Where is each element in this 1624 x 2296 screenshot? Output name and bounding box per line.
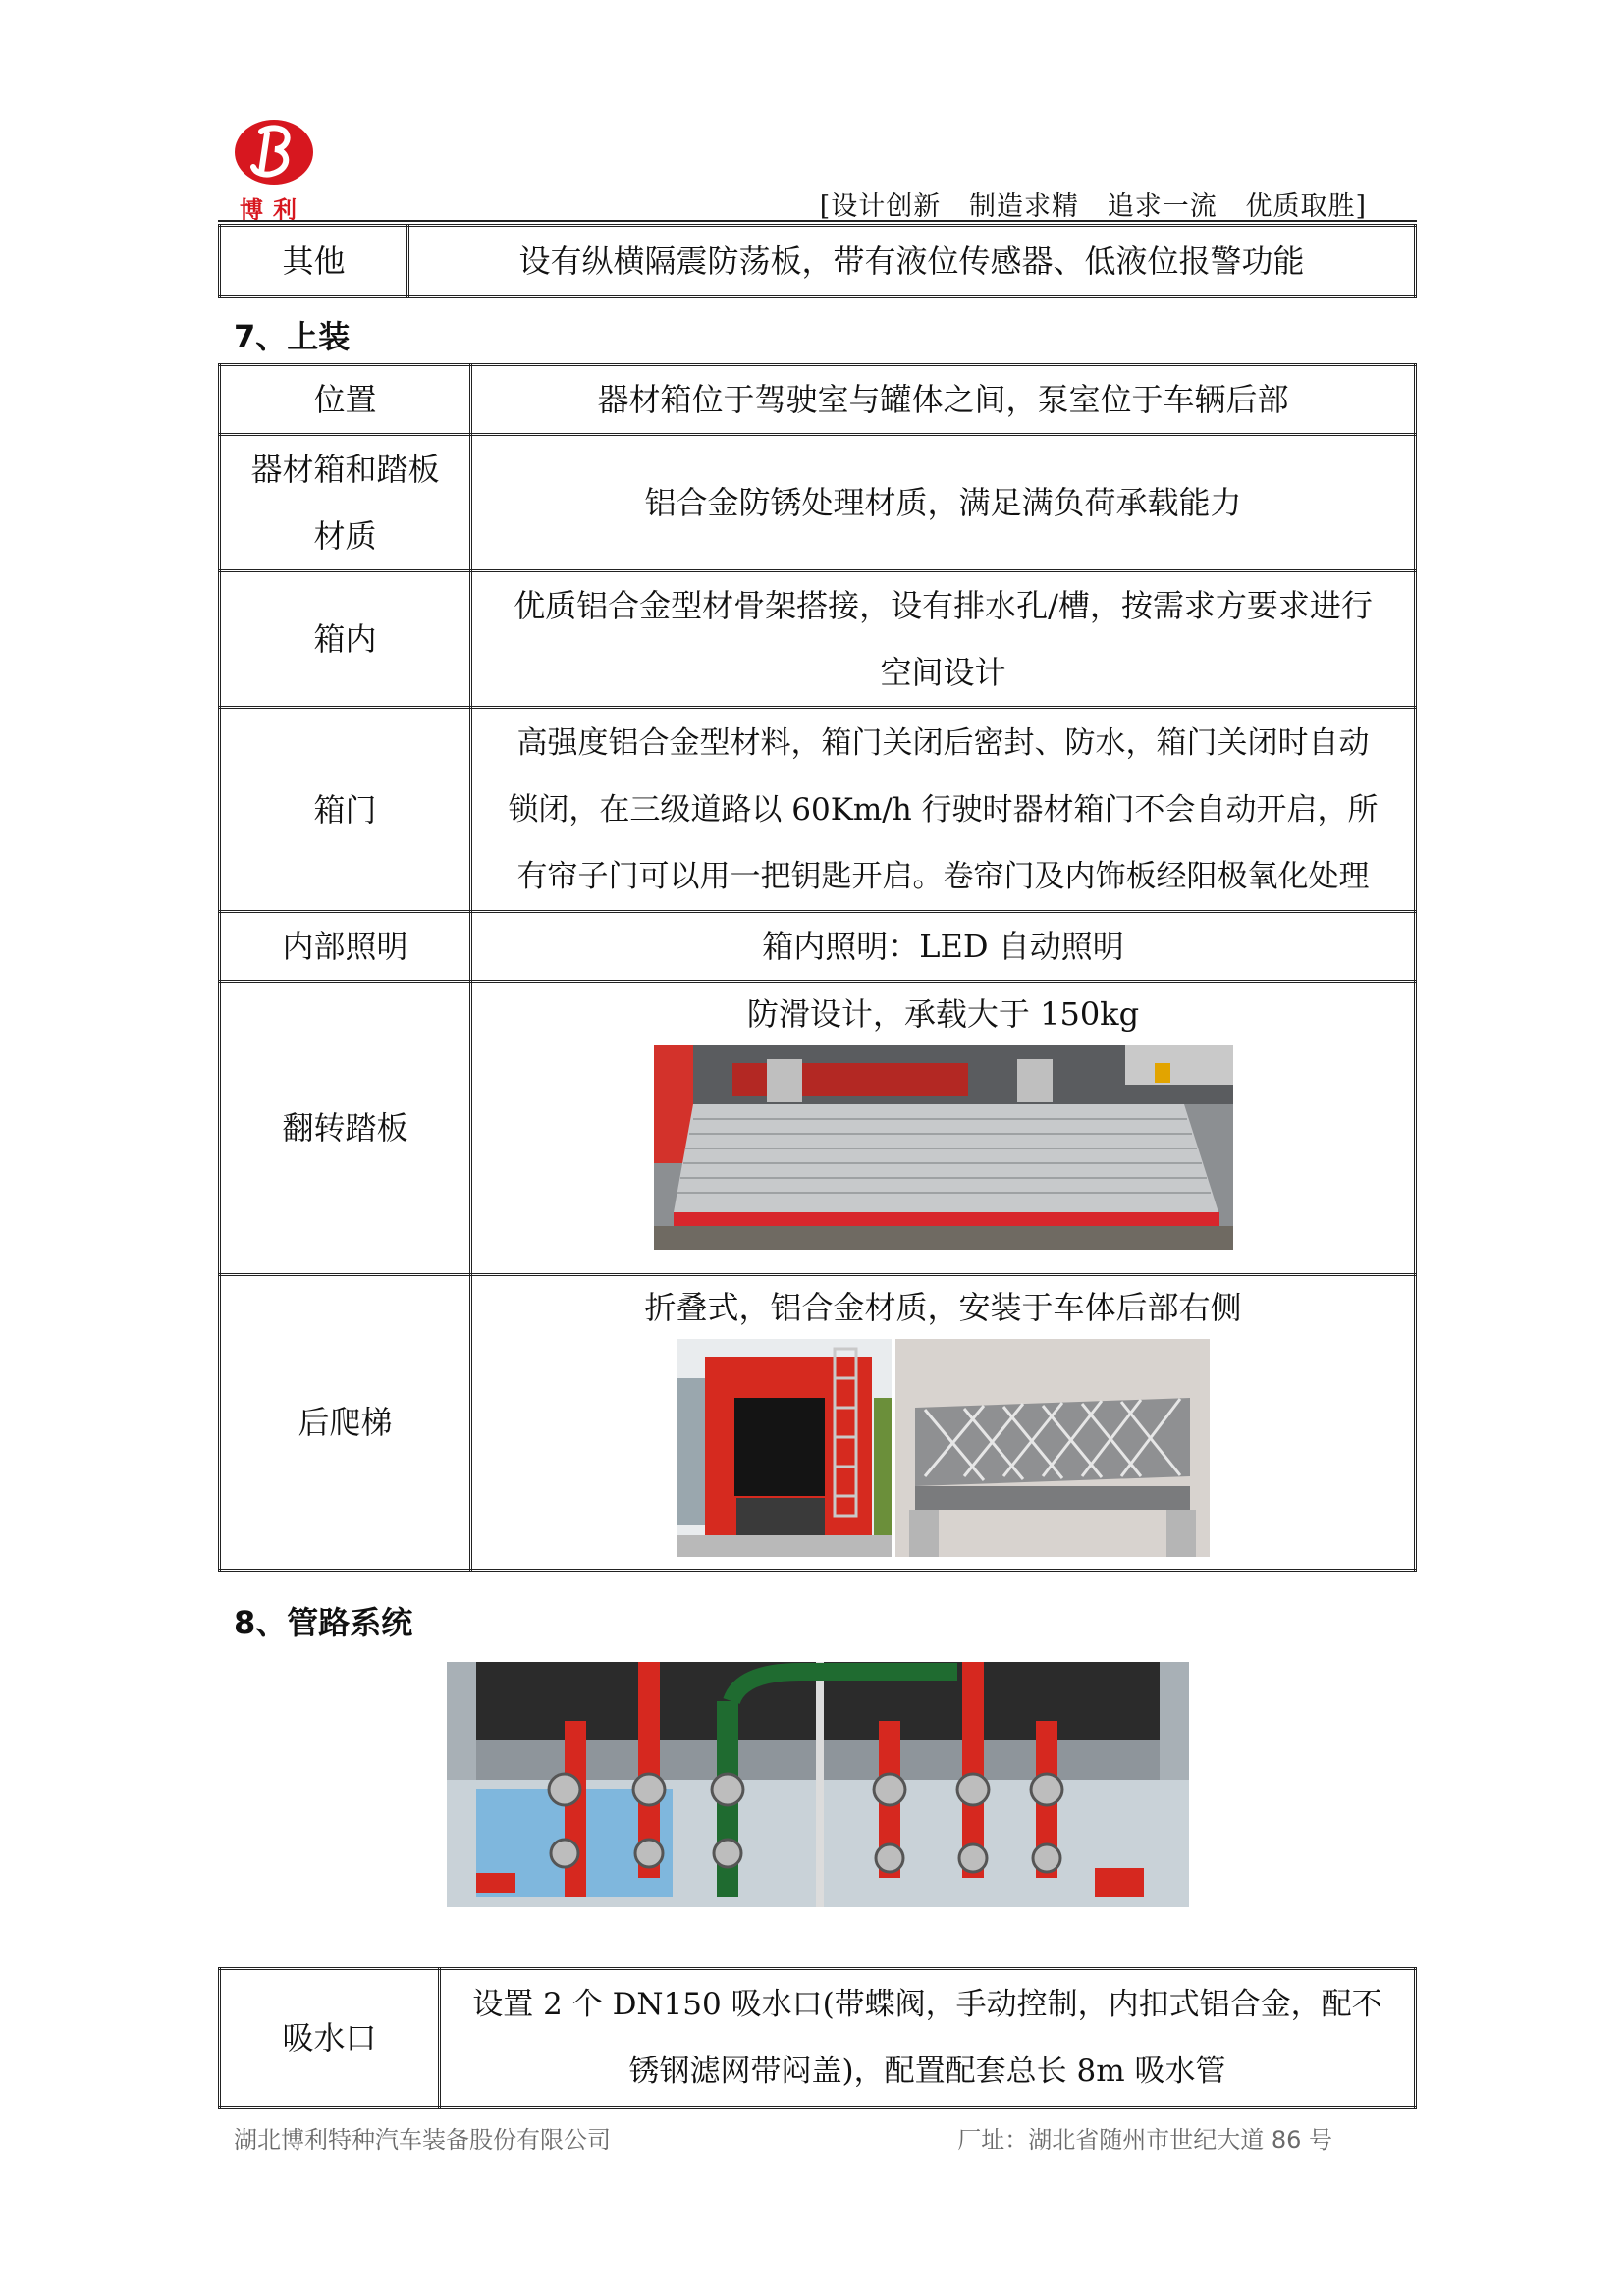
piping-system-photo bbox=[447, 1662, 1189, 1907]
company-logo bbox=[232, 116, 320, 226]
table-row bbox=[220, 1969, 1416, 2108]
row-label: 后爬梯 bbox=[220, 1275, 471, 1571]
row-value-line: 锁闭，在三级道路以 60Km/h 行驶时器材箱门不会自动开启，所 bbox=[508, 791, 1379, 828]
footer-address: 厂址：湖北省随州市世纪大道 86 号 bbox=[957, 2126, 1332, 2154]
row-value: 设有纵横隔震防荡板，带有液位传感器、低液位报警功能 bbox=[408, 226, 1416, 297]
row-value-line: 优质铝合金型材骨架搭接，设有排水孔/槽，按需求方要求进行 bbox=[514, 587, 1373, 624]
row-value: 铝合金防锈处理材质，满足满负荷承载能力 bbox=[471, 435, 1416, 571]
row-value-line: 设置 2 个 DN150 吸水口(带蝶阀，手动控制，内扣式铝合金，配不 bbox=[472, 1987, 1382, 2022]
row-value-text: 折叠式，铝合金材质，安装于车体后部右侧 bbox=[644, 1289, 1242, 1326]
section-title-7: 7、上装 bbox=[234, 318, 351, 355]
row-value bbox=[440, 1969, 1416, 2108]
footer-company: 湖北博利特种汽车装备股份有限公司 bbox=[234, 2126, 611, 2154]
row-label: 位置 bbox=[220, 365, 471, 435]
table-row bbox=[220, 571, 1416, 708]
row-value bbox=[471, 982, 1416, 1275]
table-row bbox=[220, 708, 1416, 912]
row-label-line: 器材箱和踏板 bbox=[250, 451, 440, 488]
header-divider bbox=[218, 220, 1417, 222]
table-row bbox=[220, 435, 1416, 571]
ladder-step-closeup-photo bbox=[895, 1339, 1210, 1557]
row-value bbox=[471, 708, 1416, 912]
spec-table-body bbox=[218, 363, 1417, 1572]
row-value bbox=[471, 571, 1416, 708]
flip-step-photo bbox=[654, 1045, 1233, 1250]
row-value: 器材箱位于驾驶室与罐体之间，泵室位于车辆后部 bbox=[471, 365, 1416, 435]
rear-ladder-photo bbox=[677, 1339, 892, 1557]
spec-table-piping bbox=[218, 1967, 1417, 2109]
row-label: 箱内 bbox=[220, 571, 471, 708]
row-value-line: 高强度铝合金型材料，箱门关闭后密封、防水，箱门关闭时自动 bbox=[516, 724, 1370, 761]
row-label: 翻转踏板 bbox=[220, 982, 471, 1275]
row-label bbox=[220, 435, 471, 571]
logo-mark-icon bbox=[232, 116, 316, 188]
table-row bbox=[220, 982, 1416, 1275]
logo-text: 博利 bbox=[240, 196, 306, 224]
table-row bbox=[220, 365, 1416, 435]
row-label: 箱门 bbox=[220, 708, 471, 912]
header-slogan: [设计创新 制造求精 追求一流 优质取胜] bbox=[819, 191, 1367, 222]
table-row bbox=[220, 912, 1416, 982]
row-value-line: 空间设计 bbox=[880, 654, 1006, 691]
row-label: 内部照明 bbox=[220, 912, 471, 982]
spec-table-tank bbox=[218, 224, 1417, 298]
section-title-8: 8、管路系统 bbox=[234, 1604, 413, 1641]
row-value: 箱内照明：LED 自动照明 bbox=[471, 912, 1416, 982]
row-value-text: 防滑设计，承载大于 150kg bbox=[746, 995, 1140, 1033]
ladder-photos bbox=[484, 1339, 1402, 1557]
row-value bbox=[471, 1275, 1416, 1571]
table-row bbox=[220, 226, 1416, 297]
table-row bbox=[220, 1275, 1416, 1571]
row-value-line: 有帘子门可以用一把钥匙开启。卷帘门及内饰板经阳极氧化处理 bbox=[516, 858, 1370, 894]
row-label: 其他 bbox=[220, 226, 408, 297]
row-label: 吸水口 bbox=[220, 1969, 440, 2108]
row-value-line: 锈钢滤网带闷盖)，配置配套总长 8m 吸水管 bbox=[628, 2054, 1226, 2089]
row-label-line: 材质 bbox=[313, 517, 377, 555]
